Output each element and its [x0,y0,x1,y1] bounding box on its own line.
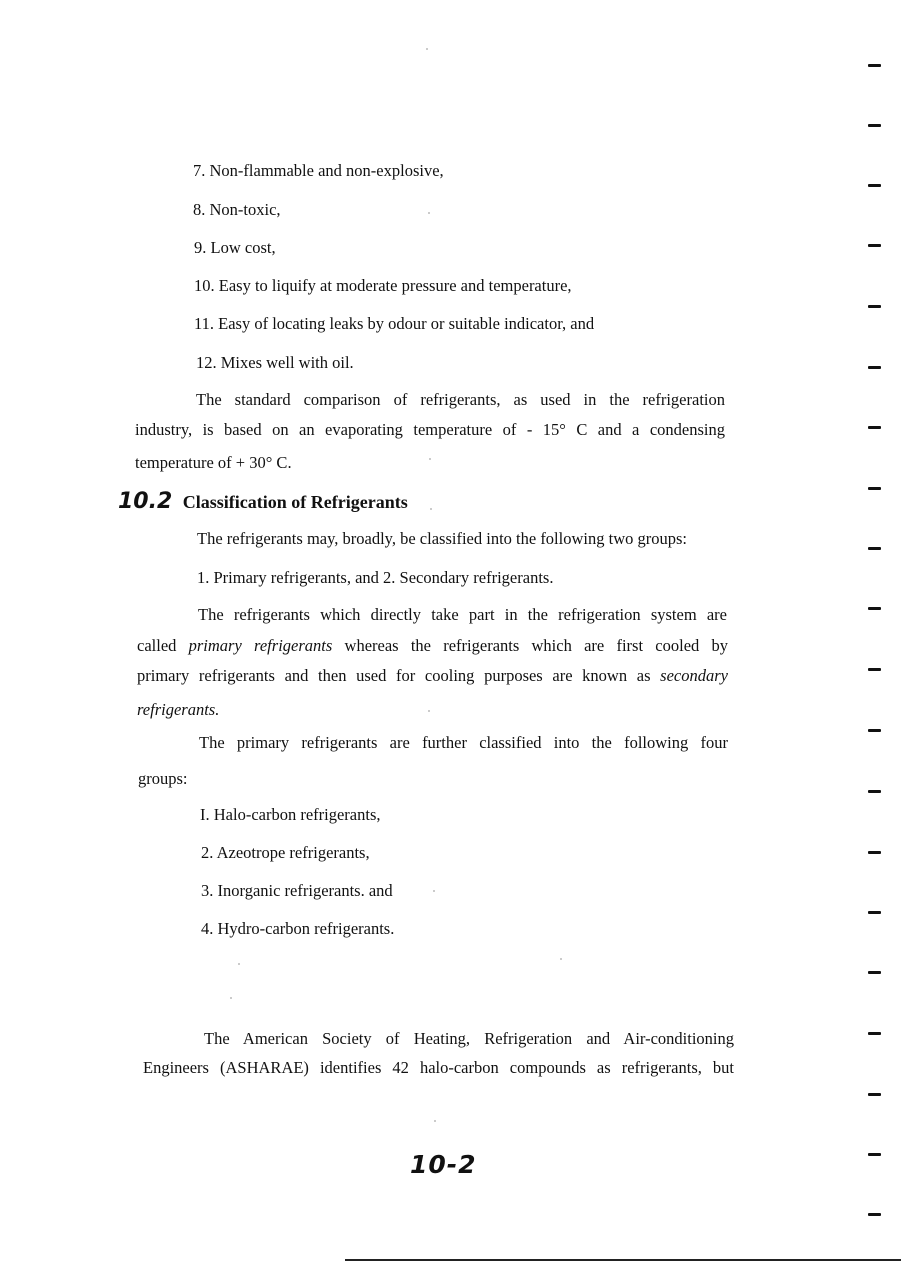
page-number: 10-2 [410,1150,477,1179]
section-number: 10.2 [118,489,173,514]
paragraph-line: The refrigerants which directly take part in the refrigeration system are [198,605,727,624]
scan-speck [560,958,562,960]
margin-tick [868,244,881,247]
scan-speck [430,508,432,510]
scan-speck [426,48,428,50]
scan-speck [428,710,430,712]
list-item: 10. Easy to liquify at moderate pressure and temperature, [194,276,572,295]
text-run: primary refrigerants and then used for cooling purposes are known as [137,666,651,685]
paragraph-line: The standard comparison of refrigerants, as used in the refrigeration [196,390,725,409]
margin-tick [868,426,881,429]
scan-speck [433,890,435,892]
margin-tick [868,547,881,550]
term-secondary: secondary [660,666,728,685]
margin-tick [868,1093,881,1096]
margin-tick [868,790,881,793]
paragraph-line [137,636,728,656]
paragraph-line: The primary refrigerants are further classified into the following four [199,733,728,752]
margin-tick [868,366,881,369]
paragraph-line: groups: [138,769,188,788]
margin-tick [868,124,881,127]
paragraph-line: Engineers (ASHARAE) identifies 42 halo-carbon compounds as refrigerants, but [143,1058,734,1077]
margin-tick [868,1153,881,1156]
list-item: 12. Mixes well with oil. [196,353,354,372]
margin-tick [868,305,881,308]
margin-tick [868,487,881,490]
list-item: 8. Non-toxic, [193,200,281,219]
scan-speck [434,1120,436,1122]
margin-tick [868,64,881,67]
list-item: 11. Easy of locating leaks by odour or suitable indicator, and [194,314,595,333]
margin-tick [868,911,881,914]
section-title: Classification of Refrigerants [182,492,408,512]
margin-tick [868,1032,881,1035]
paragraph-line: temperature of + 30° C. [135,453,292,472]
text-run: whereas the refrigerants which are first cooled by [344,636,729,655]
list-item: 4. Hydro-carbon refrigerants. [201,919,395,938]
margin-tick [868,729,881,732]
term-refrigerants: refrigerants. [137,700,220,719]
scan-speck [428,212,430,214]
paragraph-line [137,666,728,686]
paragraph-line: The refrigerants may, broadly, be classified into the following two groups: [197,529,687,548]
margin-tick [868,668,881,671]
list-item: 9. Low cost, [194,238,276,257]
paragraph-line: industry, is based on an evaporating temperature of - 15° C and a condensing [135,420,725,439]
scan-edge-line [345,1259,901,1261]
margin-tick [868,184,881,187]
margin-tick [868,607,881,610]
list-item: 7. Non-flammable and non-explosive, [193,161,444,180]
margin-tick [868,1213,881,1216]
scan-speck [429,458,431,460]
margin-tick [868,851,881,854]
scan-speck [230,997,232,999]
paragraph-line: The American Society of Heating, Refrigeration and Air-conditioning [204,1029,734,1048]
term-primary-refrigerants: primary refrigerants [188,636,333,655]
text-run: called [137,636,177,655]
list-item: 3. Inorganic refrigerants. and [201,881,393,900]
list-item: I. Halo-carbon refrigerants, [200,805,381,824]
margin-tick [868,971,881,974]
list-item: 2. Azeotrope refrigerants, [201,843,370,862]
paragraph-line: 1. Primary refrigerants, and 2. Secondary refrigerants. [197,568,554,587]
section-heading [118,491,408,513]
scan-speck [238,963,240,965]
